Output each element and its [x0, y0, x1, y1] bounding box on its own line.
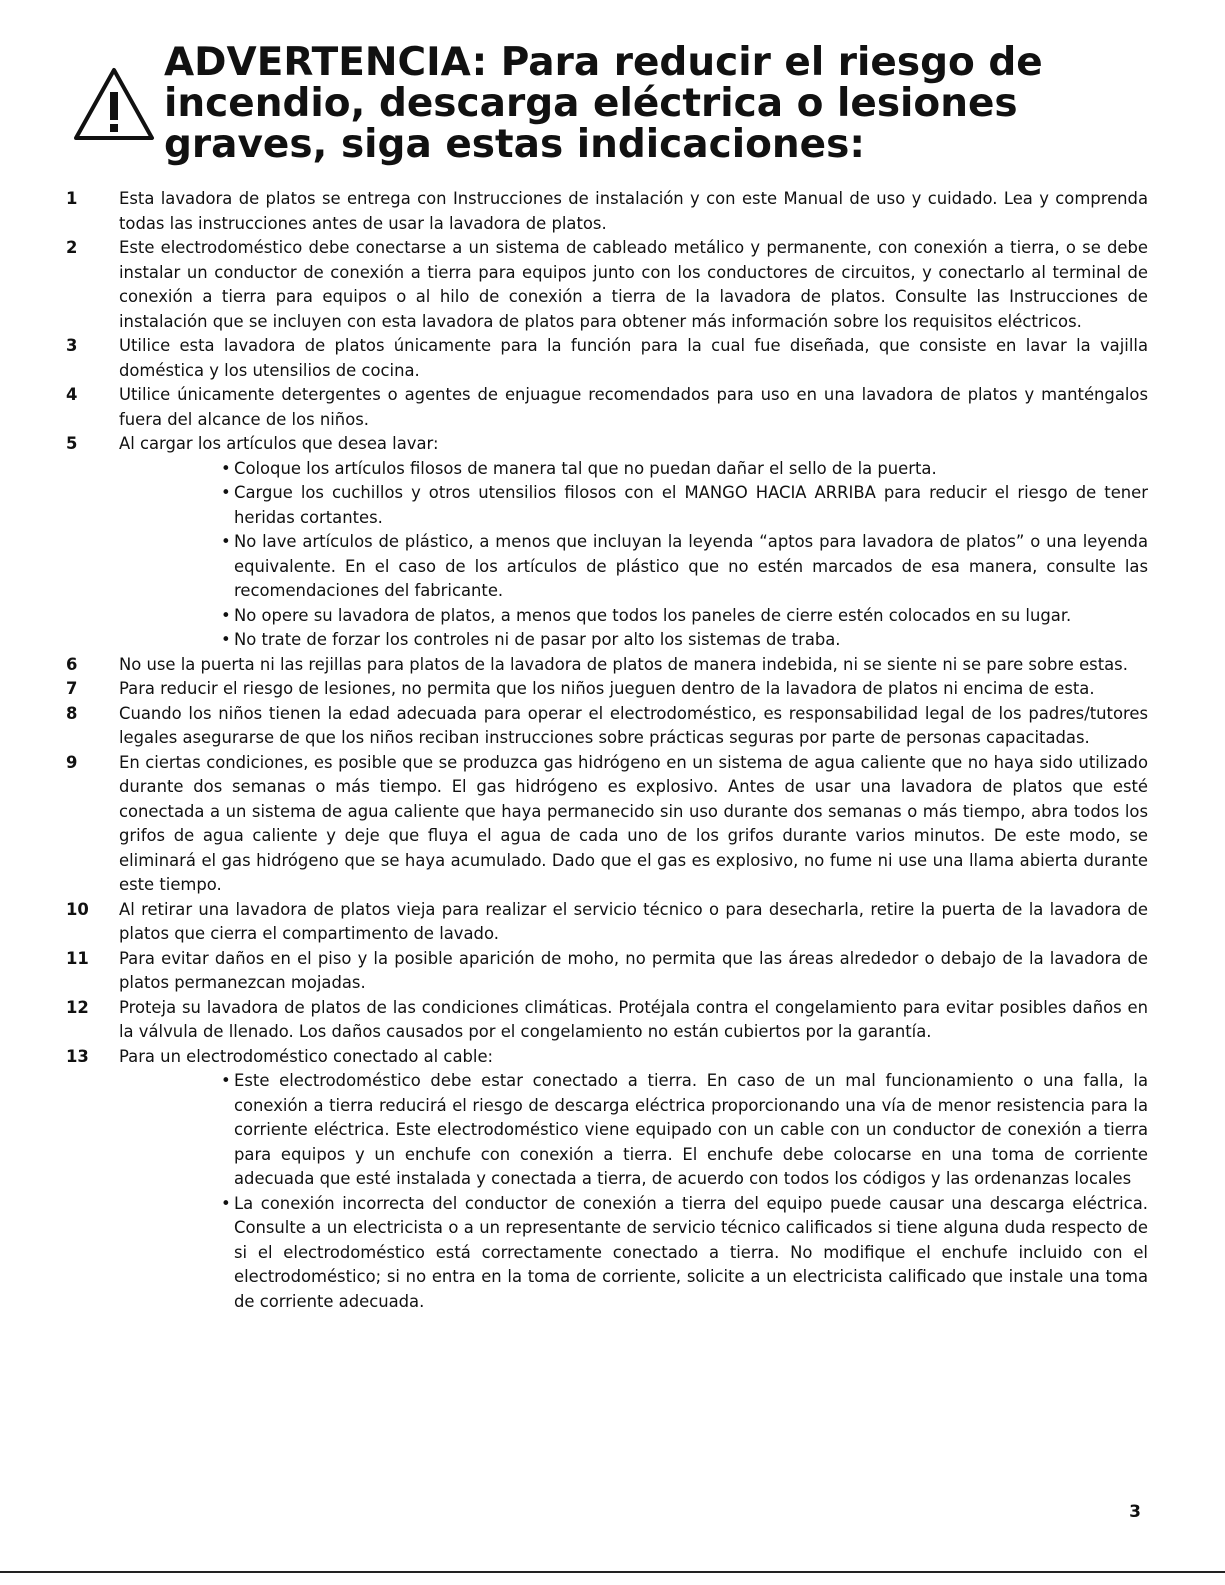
safety-item	[66, 334, 1148, 383]
bullet-item	[66, 1192, 1148, 1315]
bullet-item	[66, 628, 1148, 653]
safety-instructions-list	[66, 187, 1148, 1314]
bullet-mark: •	[221, 1193, 231, 1213]
safety-item	[66, 236, 1148, 334]
item-text: Cuando los niños tienen la edad adecuada para operar el electrodoméstico, es responsabilidad legal de los padres/tutores legales asegurarse de que los niños reciban instrucciones sobre prácticas seguras por parte de personas capacitadas.	[119, 703, 1148, 747]
item-text: Esta lavadora de platos se entrega con Instrucciones de instalación y con este Manual de uso y cuidado. Lea y comprenda todas las instrucciones antes de usar la lavadora de platos.	[119, 189, 1148, 233]
item-number: 7	[66, 679, 78, 698]
safety-item	[66, 653, 1148, 678]
item-number: 1	[66, 189, 78, 208]
bullet-list	[66, 1069, 1148, 1314]
item-text: Al retirar una lavadora de platos vieja para realizar el servicio técnico o para desecharla, retire la puerta de la lavadora de platos que cierra el compartimento de lavado.	[119, 899, 1148, 943]
item-number: 12	[66, 997, 89, 1017]
bullet-text: Este electrodoméstico debe estar conectado a tierra. En caso de un mal funcionamiento o una falla, la conexión a tierra reducirá el riesgo de descarga eléctrica proporcionando una vía de menor resistencia para la corriente eléctrica. Este electrodoméstico viene equipado con un cable con un conductor de conexión a tierra para equipos y un enchufe con conexión a tierra. El enchufe debe colocarse en una toma de corriente adecuada que esté instalada y conectada a tierra, de acuerdo con todos los códigos y las ordenanzas locales	[234, 1071, 1148, 1188]
bullet-text: No lave artículos de plástico, a menos que incluyan la leyenda “aptos para lavadora de platos” o una leyenda equivalente. En el caso de los artículos de plástico que no estén marcados de esa manera, consulte las recomendaciones del fabricante.	[234, 532, 1148, 600]
item-text: Para un electrodoméstico conectado al cable:	[119, 1046, 494, 1066]
bottom-rule	[0, 1571, 1225, 1573]
item-number: 3	[66, 336, 78, 355]
item-text: No use la puerta ni las rejillas para platos de la lavadora de platos de manera indebida, ni se siente ni se pare sobre estas.	[119, 654, 1128, 674]
bullet-text: Cargue los cuchillos y otros utensilios filosos con el MANGO HACIA ARRIBA para reducir el riesgo de tener heridas cortantes.	[234, 483, 1148, 527]
item-text: En ciertas condiciones, es posible que se produzca gas hidrógeno en un sistema de agua caliente que no haya sido utilizado durante dos semanas o más tiempo. El gas hidrógeno es explosivo. Antes de usar una lavadora de platos que esté conectada a un sistema de agua caliente que haya permanecido sin uso durante dos semanas o más tiempo, abra todos los grifos de agua caliente y deje que fluya el agua de cada uno de los grifos durante varios minutos. De este modo, se eliminará el gas hidrógeno que se haya acumulado. Dado que el gas es explosivo, no fume ni use una llama abierta durante este tiempo.	[119, 752, 1148, 894]
bullet-list	[66, 457, 1148, 653]
safety-item	[66, 677, 1148, 702]
item-text: Este electrodoméstico debe conectarse a un sistema de cableado metálico y permanente, con conexión a tierra, o se debe instalar un conductor de conexión a tierra para equipos junto con los conductores de circuitos, y conectarlo al terminal de conexión a tierra para equipos o al hilo de conexión a tierra de la lavadora de platos. Consulte las Instrucciones de instalación que se incluyen con esta lavadora de platos para obtener más información sobre los requisitos eléctricos.	[119, 238, 1148, 331]
item-text: Al cargar los artículos que desea lavar:	[119, 434, 439, 453]
item-text: Utilice únicamente detergentes o agentes de enjuague recomendados para uso en una lavadora de platos y manténgalos fuera del alcance de los niños.	[119, 385, 1148, 429]
bullet-mark: •	[221, 483, 231, 502]
item-number: 6	[66, 654, 78, 674]
bullet-text: No opere su lavadora de platos, a menos que todos los paneles de cierre estén colocados en su lugar.	[234, 605, 1072, 625]
item-number: 8	[66, 703, 78, 723]
bullet-item	[66, 1069, 1148, 1192]
safety-item	[66, 996, 1148, 1045]
safety-item	[66, 898, 1148, 947]
bullet-mark: •	[221, 532, 231, 551]
safety-item	[66, 702, 1148, 751]
safety-item	[66, 751, 1148, 898]
warning-triangle-icon	[72, 66, 156, 142]
bullet-item	[66, 457, 1148, 482]
safety-item	[66, 1045, 1148, 1070]
safety-item	[66, 187, 1148, 236]
item-number: 4	[66, 385, 78, 404]
item-text: Utilice esta lavadora de platos únicamente para la función para la cual fue diseñada, que consiste en lavar la vajilla doméstica y los utensilios de cocina.	[119, 336, 1148, 380]
item-number: 13	[66, 1046, 89, 1066]
safety-item	[66, 383, 1148, 432]
item-number: 11	[66, 948, 89, 968]
item-number: 9	[66, 752, 78, 772]
bullet-item	[66, 481, 1148, 530]
bullet-item	[66, 530, 1148, 604]
item-number: 2	[66, 238, 78, 257]
bullet-mark: •	[221, 605, 231, 625]
bullet-item	[66, 604, 1148, 629]
item-text: Para evitar daños en el piso y la posible aparición de moho, no permita que las áreas alrededor o debajo de la lavadora de platos permanezcan mojadas.	[119, 948, 1148, 992]
safety-item	[66, 432, 1148, 457]
bullet-mark: •	[221, 630, 231, 649]
bullet-text: Coloque los artículos filosos de manera tal que no puedan dañar el sello de la puerta.	[234, 458, 937, 478]
page-number: 3	[1129, 1502, 1141, 1522]
warning-title: ADVERTENCIA: Para reducir el riesgo de incendio, descarga eléctrica o lesiones graves, siga estas indicaciones:	[164, 40, 1043, 167]
item-number: 5	[66, 434, 78, 453]
safety-item	[66, 947, 1148, 996]
bullet-text: La conexión incorrecta del conductor de conexión a tierra del equipo puede causar una descarga eléctrica. Consulte a un electricista o a un representante de servicio técnico calificados si tiene alguna duda respecto de si el electrodoméstico está correctamente conectado a tierra. No modifique el enchufe incluido con el electrodoméstico; si no entra en la toma de corriente, solicite a un electricista calificado que instale una toma de corriente adecuada.	[234, 1193, 1148, 1311]
item-text: Proteja su lavadora de platos de las condiciones climáticas. Protéjala contra el congelamiento para evitar posibles daños en la válvula de llenado. Los daños causados por el congelamiento no están cubiertos por la garantía.	[119, 997, 1148, 1041]
bullet-mark: •	[221, 1071, 231, 1090]
item-number: 10	[66, 899, 89, 919]
bullet-mark: •	[221, 458, 231, 478]
item-text: Para reducir el riesgo de lesiones, no permita que los niños jueguen dentro de la lavadora de platos ni encima de esta.	[119, 679, 1095, 698]
warning-header	[72, 42, 1172, 165]
bullet-text: No trate de forzar los controles ni de pasar por alto los sistemas de traba.	[234, 630, 841, 649]
